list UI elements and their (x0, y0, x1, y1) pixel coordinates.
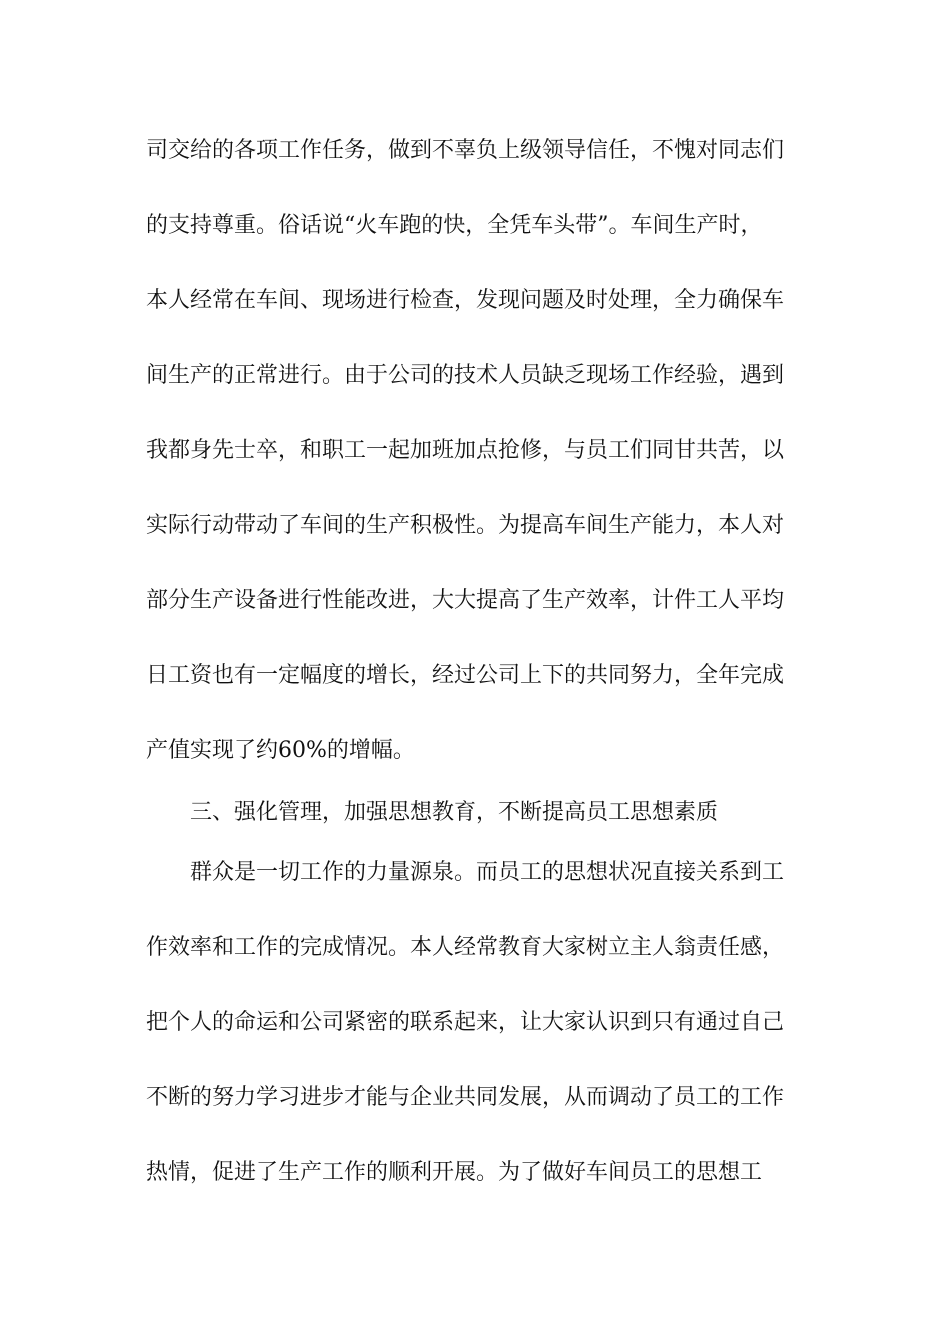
section-heading: 三、强化管理，加强思想教育，不断提高员工思想素质 (190, 800, 719, 825)
paragraph-line: 不断的努力学习进步才能与企业共同发展，从而调动了员工的工作 (146, 1085, 785, 1110)
paragraph-line: 日工资也有一定幅度的增长，经过公司上下的共同努力，全年完成 (146, 663, 785, 688)
paragraph-line: 作效率和工作的完成情况。本人经常教育大家树立主人翁责任感， (146, 935, 785, 960)
paragraph-line: 司交给的各项工作任务，做到不辜负上级领导信任，不愧对同志们 (146, 138, 785, 163)
paragraph-line: 部分生产设备进行性能改进，大大提高了生产效率，计件工人平均 (146, 588, 785, 613)
paragraph-line: 间生产的正常进行。由于公司的技术人员缺乏现场工作经验，遇到 (146, 363, 785, 388)
paragraph-line: 本人经常在车间、现场进行检查，发现问题及时处理，全力确保车 (146, 288, 785, 313)
paragraph-line: 把个人的命运和公司紧密的联系起来，让大家认识到只有通过自己 (146, 1010, 785, 1035)
paragraph-line: 我都身先士卒，和职工一起加班加点抢修，与员工们同甘共苦，以 (146, 438, 785, 463)
paragraph-line: 热情，促进了生产工作的顺利开展。为了做好车间员工的思想工 (146, 1160, 763, 1185)
paragraph-line: 实际行动带动了车间的生产积极性。为提高车间生产能力，本人对 (146, 513, 785, 538)
paragraph-line: 产值实现了约60%的增幅。 (146, 738, 415, 763)
paragraph-line: 群众是一切工作的力量源泉。而员工的思想状况直接关系到工 (190, 860, 785, 885)
paragraph-line: 的支持尊重。俗话说“火车跑的快，全凭车头带”。车间生产时， (146, 213, 763, 238)
